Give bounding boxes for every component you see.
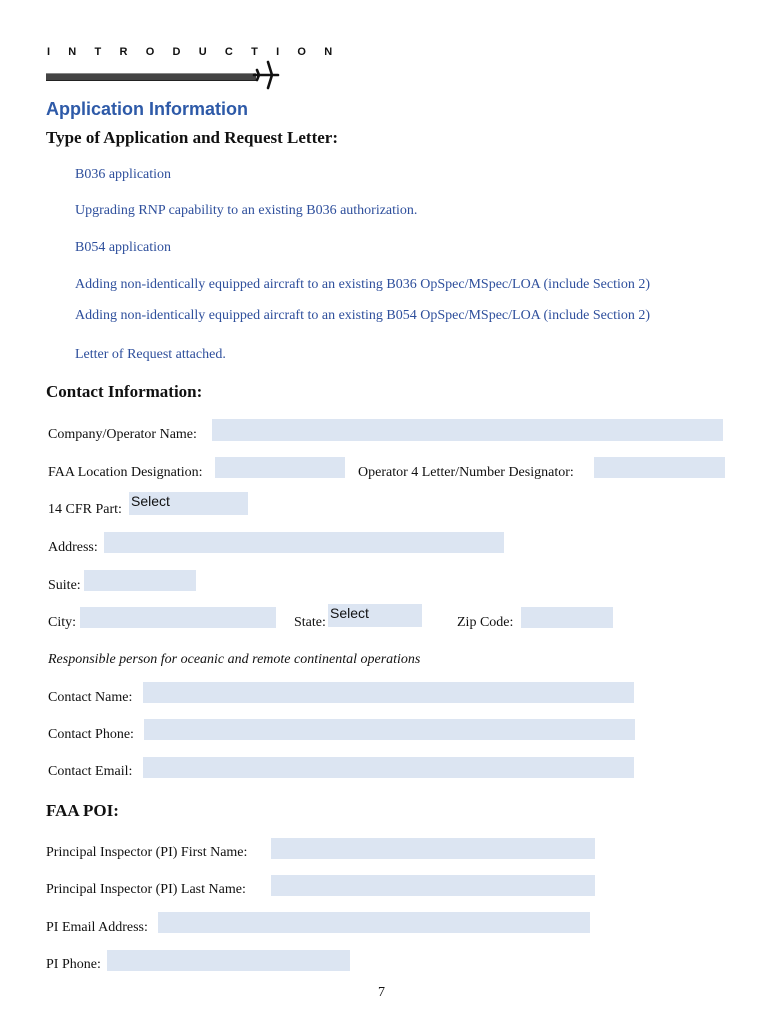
header-rule <box>46 73 256 81</box>
contact-email-label: Contact Email: <box>48 764 133 779</box>
faa-location-field[interactable] <box>215 457 345 478</box>
option-add-aircraft-b054[interactable]: Adding non-identically equipped aircraft to an existing B054 OpSpec/MSpec/LOA (include Section 2) <box>75 308 651 323</box>
city-label: City: <box>48 615 77 630</box>
suite-field[interactable] <box>84 570 196 591</box>
contact-name-field[interactable] <box>143 682 634 703</box>
pi-email-field[interactable] <box>158 912 590 933</box>
option-upgrading-rnp[interactable]: Upgrading RNP capability to an existing B036 authorization. <box>75 203 418 218</box>
cfr-part-label: 14 CFR Part: <box>48 502 122 517</box>
faa-location-label: FAA Location Designation: <box>48 465 203 480</box>
pi-last-name-label: Principal Inspector (PI) Last Name: <box>46 882 246 897</box>
faa-poi-heading: FAA POI: <box>46 801 119 820</box>
pi-last-name-field[interactable] <box>271 875 595 896</box>
zip-code-field[interactable] <box>521 607 613 628</box>
pi-phone-field[interactable] <box>107 950 350 971</box>
contact-phone-field[interactable] <box>144 719 635 740</box>
state-label: State: <box>294 615 326 630</box>
operator-designator-field[interactable] <box>594 457 725 478</box>
contact-name-label: Contact Name: <box>48 690 133 705</box>
pi-first-name-label: Principal Inspector (PI) First Name: <box>46 845 248 860</box>
option-letter-of-request[interactable]: Letter of Request attached. <box>75 347 226 362</box>
application-title: Application Information <box>46 99 248 119</box>
application-type-heading: Type of Application and Request Letter: <box>46 128 338 147</box>
option-add-aircraft-b036[interactable]: Adding non-identically equipped aircraft to an existing B036 OpSpec/MSpec/LOA (include Section 2) <box>75 277 651 292</box>
address-label: Address: <box>48 540 98 555</box>
company-name-field[interactable] <box>212 419 723 441</box>
cfr-part-select[interactable]: Select <box>129 492 248 515</box>
option-b036-application[interactable]: B036 application <box>75 167 172 182</box>
option-b054-application[interactable]: B054 application <box>75 240 172 255</box>
address-field[interactable] <box>104 532 504 553</box>
pi-first-name-field[interactable] <box>271 838 595 859</box>
responsible-person-note: Responsible person for oceanic and remote continental operations <box>48 652 421 667</box>
contact-email-field[interactable] <box>143 757 634 778</box>
suite-label: Suite: <box>48 578 81 593</box>
zip-code-label: Zip Code: <box>457 615 514 630</box>
pi-phone-label: PI Phone: <box>46 957 101 972</box>
state-select[interactable]: Select <box>328 604 422 627</box>
contact-phone-label: Contact Phone: <box>48 727 134 742</box>
airplane-icon <box>250 58 282 92</box>
company-label: Company/Operator Name: <box>48 427 197 442</box>
section-label: I N T R O D U C T I O N <box>47 46 340 58</box>
operator-designator-label: Operator 4 Letter/Number Designator: <box>358 465 574 480</box>
city-field[interactable] <box>80 607 276 628</box>
page-number: 7 <box>378 985 385 1000</box>
contact-heading: Contact Information: <box>46 382 203 401</box>
pi-email-label: PI Email Address: <box>46 920 148 935</box>
